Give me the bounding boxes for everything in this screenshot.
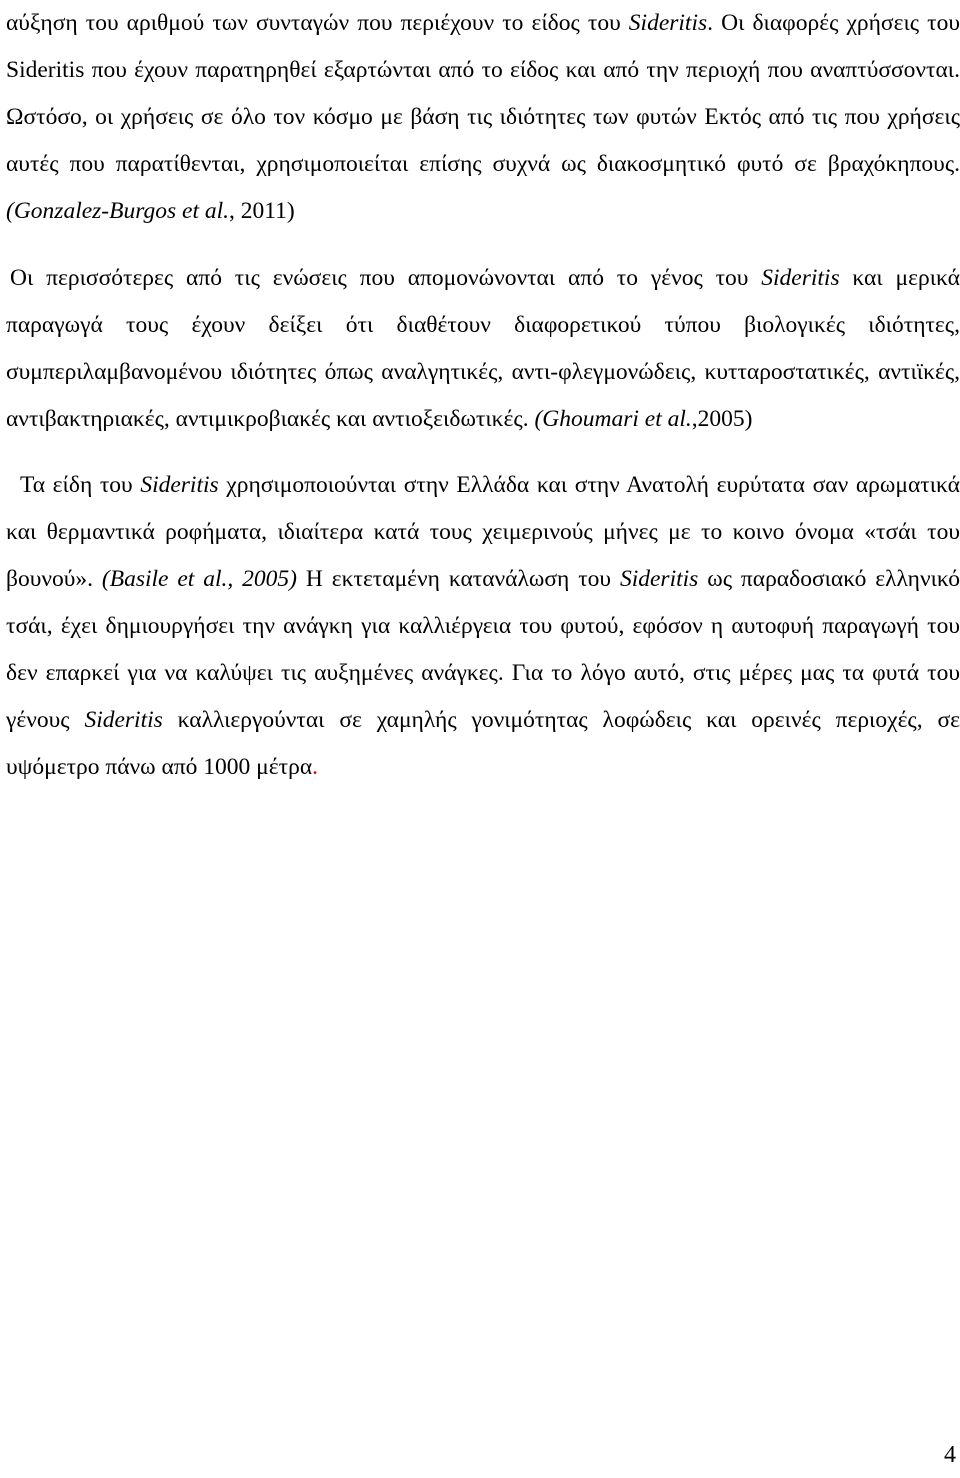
species-name-italic: Sideritis [628,10,708,36]
citation-year: ,2005) [691,406,753,432]
page-number: 4 [944,1442,956,1468]
paragraph-3-text: Τα είδη του [20,472,141,498]
species-name-italic: Sideritis [84,707,163,733]
paragraph-3-text: Η εκτεταμένη κατανάλωση του [297,566,620,592]
paragraph-3-text: καλλιεργούνται σε χαμηλής γονιμότητας λοφώδεις και ορεινές περιοχές, σε υψόμετρο πάνω από 1000 μέτρα [6,707,960,780]
species-name-italic: Sideritis [619,566,699,592]
paragraph-1 [6,0,960,235]
paragraph-2-text: Οι περισσότερες από τις ενώσεις που απομονώνονται από το γένος του [10,265,762,291]
paragraph-3-text: ως παραδοσιακό ελληνικό τσάι, έχει δημιουργήσει την ανάγκη για καλλιέργεια του φυτού, εφόσον η αυτοφυή παραγωγή του δεν επαρκεί για να καλύψει τις αυξημένες ανάγκες. Για το λόγο αυτό, στις μέρες μας τα φυτά του γένους [6,566,960,733]
paragraph-1-text: . Οι διαφορές χρήσεις του Sideritis που έχουν παρατηρηθεί εξαρτώνται από το είδος και από την περιοχή που αναπτύσσονται. Ωστόσο, οι χρήσεις σε όλο τον κόσμο με βάση τις ιδιότητες των φυτών Εκτός από τις που χρήσεις αυτές που παρατίθενται, χρησιμοποιείται επίσης συχνά ως διακοσμητικό φυτό σε βραχόκηπους. [6,10,960,177]
highlighted-period: . [312,754,319,780]
paragraph-3-text: χρησιμοποιούνται στην Ελλάδα και στην Ανατολή ευρύτατα σαν αρωματικά και θερμαντικά ροφήματα, ιδιαίτερα κατά τους χειμερινούς μήνες με το κοινο όνομα «τσάι του βουνού». [6,472,960,592]
species-name-italic: Sideritis [761,265,840,291]
citation-year: , 2005) [227,566,297,592]
citation-authors: (Basile et al. [101,566,228,592]
paragraph-2 [6,255,960,443]
page-body [6,0,960,791]
citation-year: , 2011) [229,198,295,224]
species-name-italic: Sideritis [140,472,219,498]
paragraph-1-text: αύξηση του αριθμού των συνταγών που περιέχουν το είδος του [6,10,629,36]
paragraph-3 [6,462,960,791]
paragraph-2-text: και μερικά παραγωγά τους έχουν δείξει ότι διαθέτουν διαφορετικού τύπου βιολογικές ιδιότητες, συμπεριλαμβανομένου ιδιότητες όπως αναλγητικές, αντι-φλεγμονώδεις, κυτταροστατικές, αντιϊκές, αντιβακτηριακές, αντιμικροβιακές και αντιοξειδωτικές. [6,265,960,432]
citation-authors: (Ghoumari et al. [534,406,692,432]
citation-authors: (Gonzalez-Burgos et al. [6,198,230,224]
